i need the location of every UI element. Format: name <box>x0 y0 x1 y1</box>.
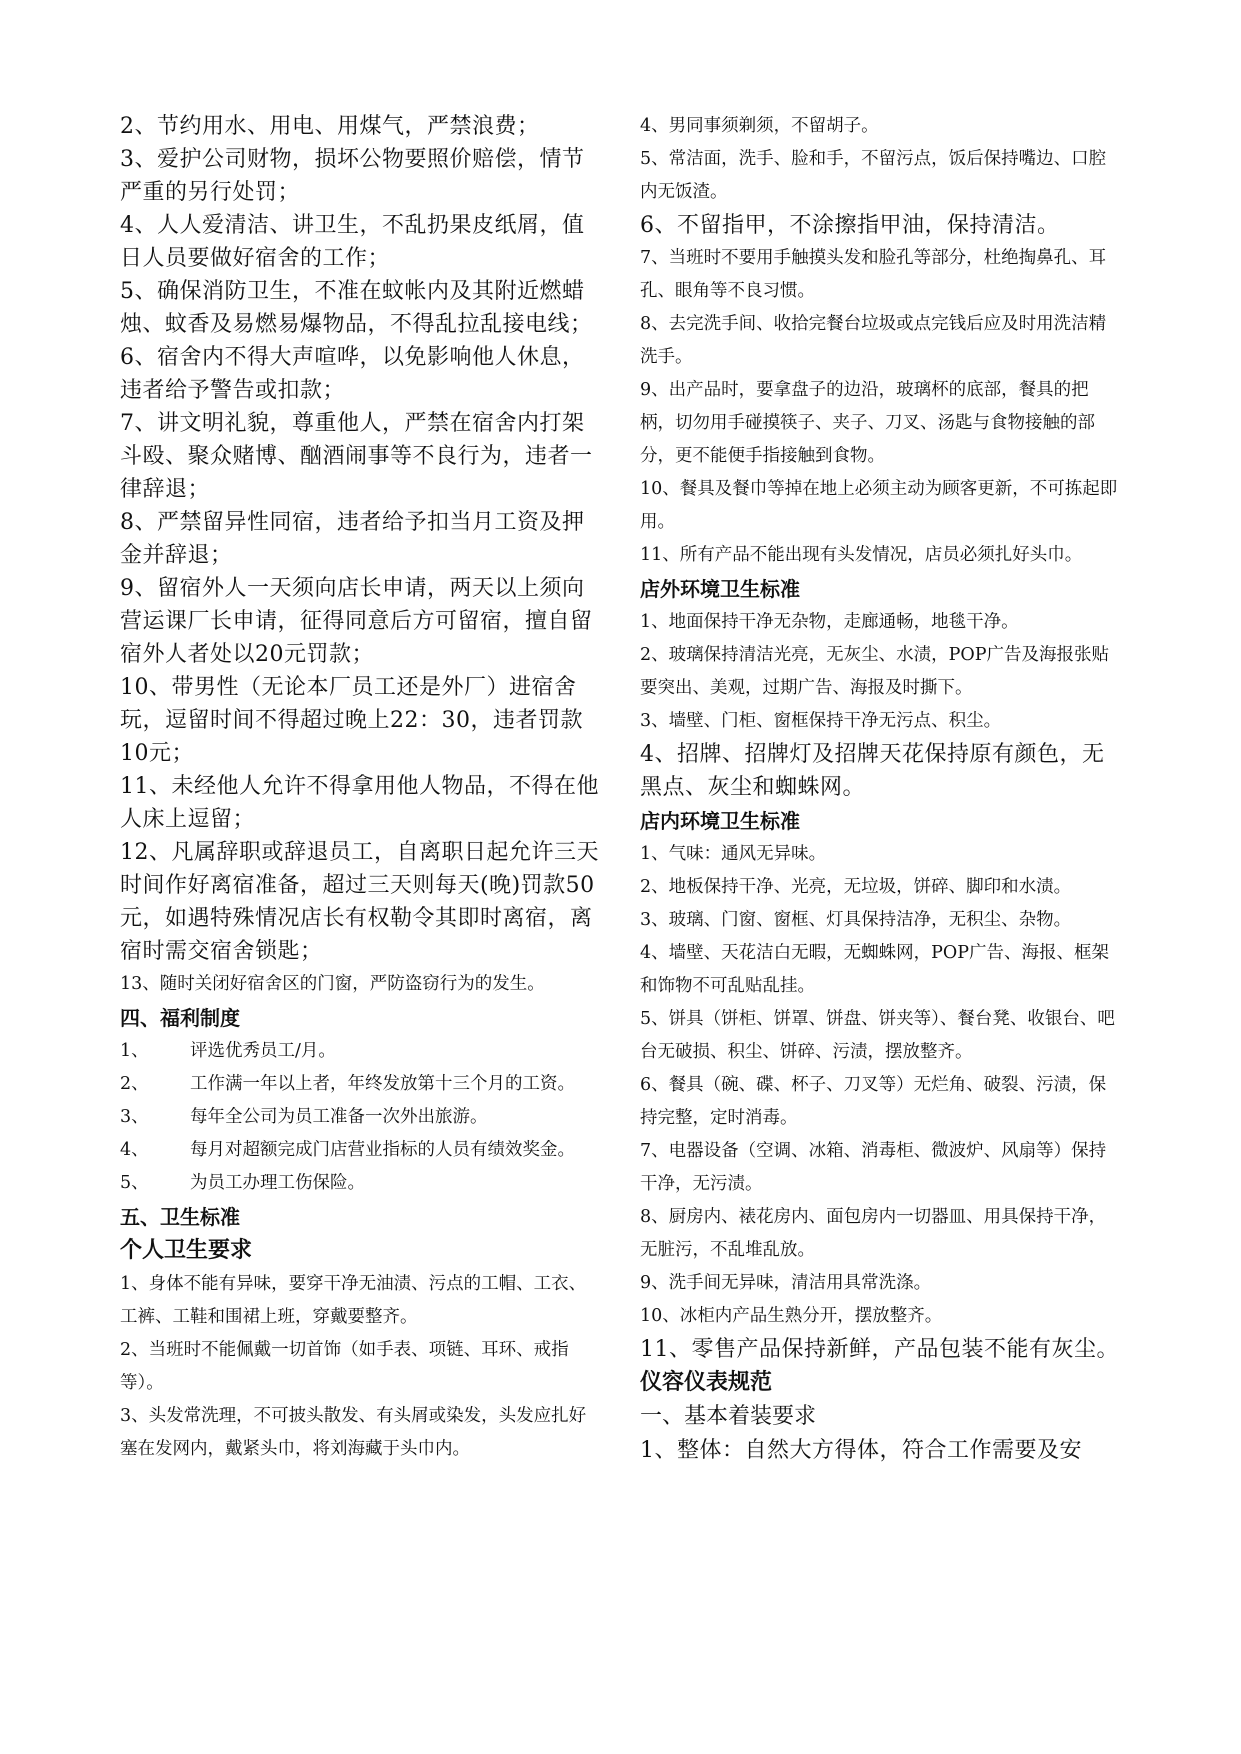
paragraph: 5、确保消防卫生，不准在蚊帐内及其附近燃蜡烛、蚊香及易燃易爆物品，不得乱拉乱接电线； <box>120 279 593 337</box>
paragraph: 13、随时关闭好宿舍区的门窗，严防盗窃行为的发生。 <box>120 974 545 994</box>
paragraph: 2、当班时不能佩戴一切首饰（如手表、项链、耳环、戒指等）。 <box>120 1340 569 1393</box>
paragraph: 3、爱护公司财物，损坏公物要照价赔偿，情节严重的另行处罚； <box>120 147 585 205</box>
paragraph: 12、凡属辞职或辞退员工，自离职日起允许三天时间作好离宿准备，超过三天则每天(晚)罚款50元，如遇特殊情况店长有权勒令其即时离宿，离宿时需交宿舍锁匙； <box>120 840 599 964</box>
section-heading: 店内环境卫生标准 <box>640 809 800 833</box>
paragraph: 7、电器设备（空调、冰箱、消毒柜、微波炉、风扇等）保持干净，无污渍。 <box>640 1141 1107 1194</box>
paragraph: 5、饼具（饼柜、饼罩、饼盘、饼夹等）、餐台凳、收银台、吧台无破损、积尘、饼碎、污渍，摆放整齐。 <box>640 1009 1115 1062</box>
paragraph: 11、所有产品不能出现有头发情况，店员必须扎好头巾。 <box>640 545 1083 565</box>
left-column <box>120 110 600 1466</box>
numbered-item <box>120 1068 600 1101</box>
section-heading: 一、基本着装要求 <box>640 1404 817 1429</box>
item-text: 每年全公司为员工准备一次外出旅游。 <box>190 1107 488 1127</box>
numbered-item <box>120 1134 600 1167</box>
paragraph: 6、餐具（碗、碟、杯子、刀叉等）无烂角、破裂、污渍，保持完整，定时消毒。 <box>640 1075 1107 1128</box>
paragraph: 3、玻璃、门窗、窗框、灯具保持洁净，无积尘、杂物。 <box>640 910 1072 930</box>
paragraph: 8、厨房内、裱花房内、面包房内一切器皿、用具保持干净，无脏污，不乱堆乱放。 <box>640 1207 1107 1260</box>
paragraph: 10、冰柜内产品生熟分开，摆放整齐。 <box>640 1306 943 1326</box>
paragraph: 5、常洁面，洗手、脸和手，不留污点，饭后保持嘴边、口腔内无饭渣。 <box>640 149 1107 202</box>
paragraph: 9、留宿外人一天须向店长申请，两天以上须向营运课厂长申请，征得同意后方可留宿，擅自留宿外人者处以20元罚款； <box>120 576 593 667</box>
paragraph: 1、地面保持干净无杂物，走廊通畅，地毯干净。 <box>640 612 1019 632</box>
item-number: 2、 <box>120 1074 149 1094</box>
paragraph: 3、墙壁、门柜、窗框保持干净无污点、积尘。 <box>640 711 1002 731</box>
item-text: 评选优秀员工/月。 <box>190 1041 336 1061</box>
paragraph: 4、人人爱清洁、讲卫生，不乱扔果皮纸屑，值日人员要做好宿舍的工作； <box>120 213 585 271</box>
item-text: 工作满一年以上者，年终发放第十三个月的工资。 <box>190 1074 575 1094</box>
section-heading: 店外环境卫生标准 <box>640 577 800 601</box>
numbered-item <box>120 1167 600 1200</box>
section-heading: 四、福利制度 <box>120 1006 240 1030</box>
section-heading: 个人卫生要求 <box>120 1238 253 1263</box>
item-number: 5、 <box>120 1173 149 1193</box>
paragraph: 7、当班时不要用手触摸头发和脸孔等部分，杜绝掏鼻孔、耳孔、眼角等不良习惯。 <box>640 248 1107 301</box>
paragraph: 1、身体不能有异味，要穿干净无油渍、污点的工帽、工衣、工裤、工鞋和围裙上班，穿戴要整齐。 <box>120 1274 587 1327</box>
section-heading: 五、卫生标准 <box>120 1205 240 1229</box>
paragraph: 2、节约用水、用电、用煤气，严禁浪费； <box>120 114 540 139</box>
paragraph: 4、男同事须剃须，不留胡子。 <box>640 116 879 136</box>
paragraph: 10、带男性（无论本厂员工还是外厂）进宿舍玩，逗留时间不得超过晚上22：30，违者罚款10元； <box>120 675 583 766</box>
item-text: 为员工办理工伤保险。 <box>190 1173 365 1193</box>
paragraph: 9、洗手间无异味，清洁用具常洗涤。 <box>640 1273 932 1293</box>
paragraph: 2、地板保持干净、光亮，无垃圾，饼碎、脚印和水渍。 <box>640 877 1072 897</box>
paragraph: 11、未经他人允许不得拿用他人物品，不得在他人床上逗留； <box>120 774 599 832</box>
paragraph: 1、气味：通风无异味。 <box>640 844 827 864</box>
numbered-item <box>120 1101 600 1134</box>
right-column <box>640 110 1120 1467</box>
paragraph: 10、餐具及餐巾等掉在地上必须主动为顾客更新，不可拣起即用。 <box>640 479 1118 532</box>
paragraph: 8、严禁留异性同宿，违者给予扣当月工资及押金并辞退； <box>120 510 585 568</box>
paragraph: 4、墙壁、天花洁白无暇，无蜘蛛网，POP广告、海报、框架和饰物不可乱贴乱挂。 <box>640 943 1110 996</box>
numbered-item <box>120 1035 600 1068</box>
paragraph: 11、零售产品保持新鲜，产品包装不能有灰尘。 <box>640 1337 1119 1362</box>
item-number: 3、 <box>120 1107 149 1127</box>
paragraph: 9、出产品时，要拿盘子的边沿，玻璃杯的底部，餐具的把柄，切勿用手碰摸筷子、夹子、刀叉、汤匙与食物接触的部分，更不能便手指接触到食物。 <box>640 380 1095 466</box>
item-number: 1、 <box>120 1041 149 1061</box>
paragraph: 8、去完洗手间、收拾完餐台垃圾或点完钱后应及时用洗洁精洗手。 <box>640 314 1107 367</box>
item-number: 4、 <box>120 1140 149 1160</box>
paragraph: 6、宿舍内不得大声喧哗，以免影响他人休息，违者给予警告或扣款； <box>120 345 585 403</box>
section-heading: 仪容仪表规范 <box>640 1370 773 1395</box>
item-text: 每月对超额完成门店营业指标的人员有绩效奖金。 <box>190 1140 575 1160</box>
paragraph: 7、讲文明礼貌，尊重他人，严禁在宿舍内打架斗殴、聚众赌博、酗酒闹事等不良行为，违者一律辞退； <box>120 411 593 502</box>
paragraph: 1、整体：自然大方得体，符合工作需要及安 <box>640 1438 1082 1463</box>
paragraph: 6、不留指甲，不涂擦指甲油，保持清洁。 <box>640 213 1060 238</box>
paragraph: 4、招牌、招牌灯及招牌天花保持原有颜色，无黑点、灰尘和蜘蛛网。 <box>640 742 1105 800</box>
paragraph: 2、玻璃保持清洁光亮，无灰尘、水渍，POP广告及海报张贴要突出、美观，过期广告、海报及时撕下。 <box>640 645 1110 698</box>
paragraph: 3、头发常洗理，不可披头散发、有头屑或染发，头发应扎好塞在发网内，戴紧头巾，将刘海藏于头巾内。 <box>120 1406 587 1459</box>
